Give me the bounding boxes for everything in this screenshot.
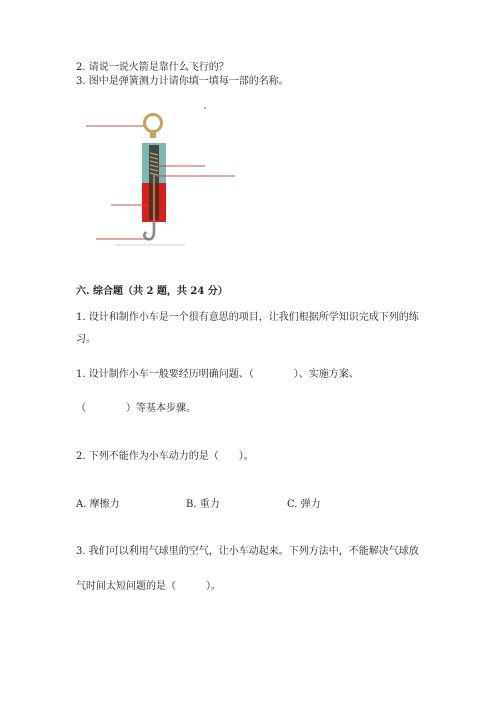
question-2: 2. 请说一说火箭是靠什么飞行的？ bbox=[76, 62, 229, 73]
option-c: C. 弹力 bbox=[287, 499, 321, 510]
ring-icon bbox=[145, 115, 162, 132]
option-a: A. 摩擦力 bbox=[76, 499, 120, 510]
spring-scale-diagram bbox=[80, 105, 250, 255]
subquestion-3-line1: 3. 我们可以利用气球里的空气，让小车动起来。下列方法中，不能解决气球放 bbox=[76, 546, 419, 557]
problem-1-intro-line2: 习。 bbox=[76, 334, 96, 345]
option-b: B. 重力 bbox=[186, 499, 220, 510]
ring-neck bbox=[150, 131, 156, 138]
subquestion-1-line1: 1. 设计制作小车一般要经历明确问题、（ ）、实施方案、 bbox=[76, 369, 359, 380]
problem-1-intro-line1: 1. 设计和制作小车是一个很有意思的项目，让我们根据所学知识完成下列的练 bbox=[76, 312, 419, 323]
subquestion-2: 2. 下列不能作为小车动力的是（ ）。 bbox=[76, 451, 254, 462]
subquestion-3-line2: 气时间太短问题的是（ ）。 bbox=[76, 581, 221, 592]
section-6-heading: 六. 综合题（共 2 题，共 24 分） bbox=[76, 286, 228, 297]
stray-dot bbox=[204, 107, 205, 108]
subquestion-1-line2: （ ）等基本步骤。 bbox=[76, 403, 196, 414]
question-3: 3. 图中是弹簧测力计请你填一填每一部的名称。 bbox=[76, 76, 289, 87]
hook-icon bbox=[144, 222, 154, 239]
